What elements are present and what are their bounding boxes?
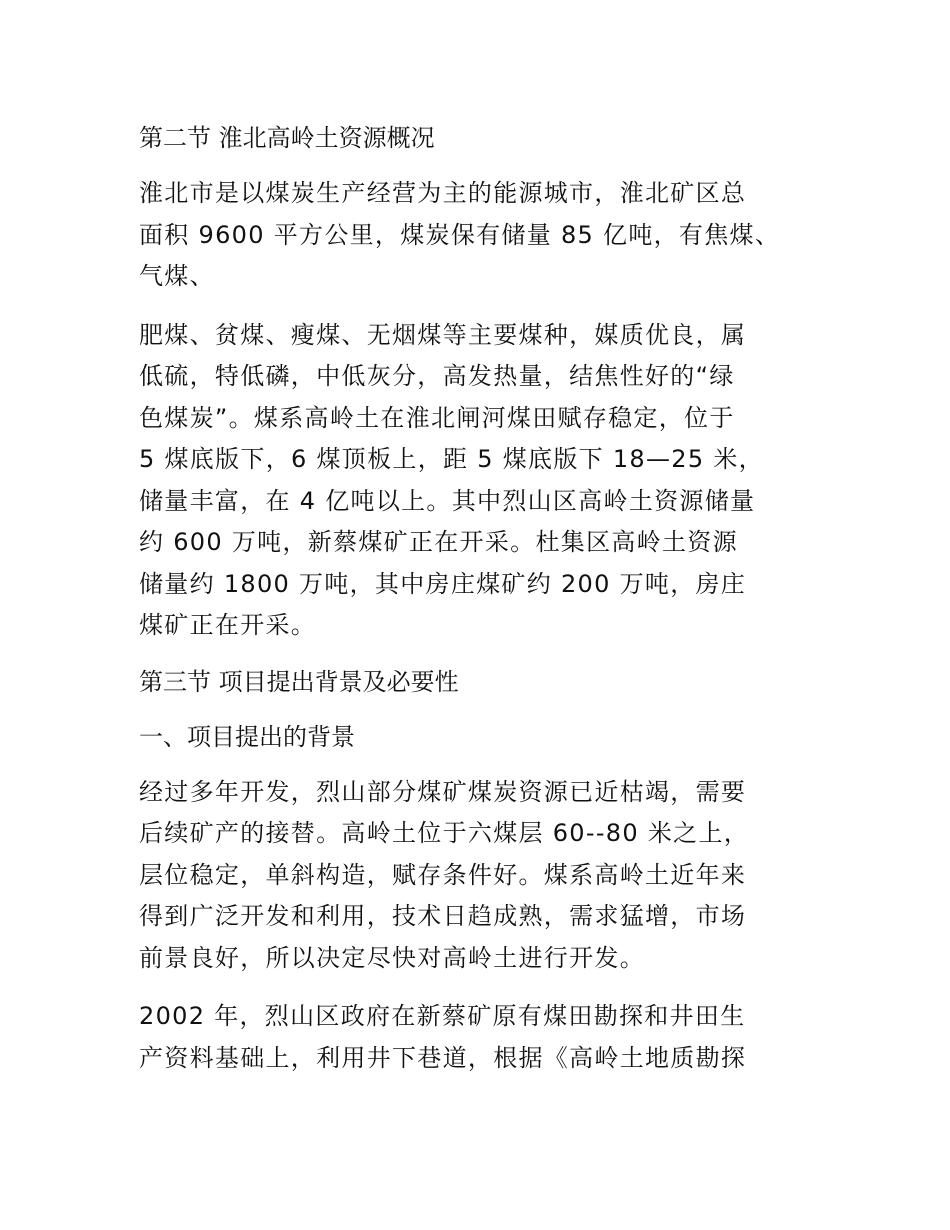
section-heading-2: 第二节 淮北高岭土资源概况 (139, 124, 435, 152)
text-line: 储量约 1800 万吨，其中房庄煤矿约 200 万吨，房庄 (139, 569, 747, 598)
text-line: 前景良好，所以决定尽快对高岭土进行开发。 (139, 943, 645, 972)
text-line: 约 600 万吨，新蔡煤矿正在开采。杜集区高岭土资源 (139, 528, 738, 556)
document-body (139, 118, 811, 1079)
paragraph-2002 (139, 996, 811, 1079)
text-line: 低硫，特低磷，中低灰分，高发热量，结焦性好的“绿 (139, 362, 735, 390)
paragraph-coal-types (139, 315, 811, 647)
paragraph-huaibei-overview (139, 173, 811, 298)
text-line: 气煤、 (139, 262, 215, 290)
paragraph-background (139, 772, 811, 980)
text-line: 色煤炭”。煤系高岭土在淮北闸河煤田赋存稳定，位于 (139, 403, 735, 432)
text-line: 经过多年开发，烈山部分煤矿煤炭资源已近枯竭，需要 (139, 777, 747, 806)
subsection-heading-1: 一、项目提出的背景 (139, 722, 355, 751)
text-line: 2002 年，烈山区政府在新蔡矿原有煤田勘探和井田生 (139, 1002, 746, 1030)
text-line: 肥煤、贫煤、瘦煤、无烟煤等主要煤种，媒质优良，属 (139, 320, 747, 349)
text-line: 后续矿产的接替。高岭土位于六煤层 60--80 米之上， (139, 819, 750, 847)
text-line: 煤矿正在开采。 (139, 611, 317, 639)
text-line: 层位稳定，单斜构造，赋存条件好。煤系高岭土近年来 (139, 860, 747, 889)
text-line: 面积 9600 平方公里，煤炭保有储量 85 亿吨，有焦煤、 (139, 220, 781, 249)
text-line: 储量丰富，在 4 亿吨以上。其中烈山区高岭土资源储量 (139, 486, 756, 515)
text-line: 淮北市是以煤炭生产经营为主的能源城市，淮北矿区总 (139, 179, 747, 207)
text-line: 产资料基础上，利用井下巷道，根据《高岭土地质勘探 (139, 1043, 747, 1072)
text-line: 5 煤底版下，6 煤顶板上，距 5 煤底版下 18—25 米， (139, 445, 764, 473)
section-heading-3: 第三节 项目提出背景及必要性 (139, 667, 459, 696)
text-line: 得到广泛开发和利用，技术日趋成熟，需求猛增，市场 (139, 902, 747, 930)
